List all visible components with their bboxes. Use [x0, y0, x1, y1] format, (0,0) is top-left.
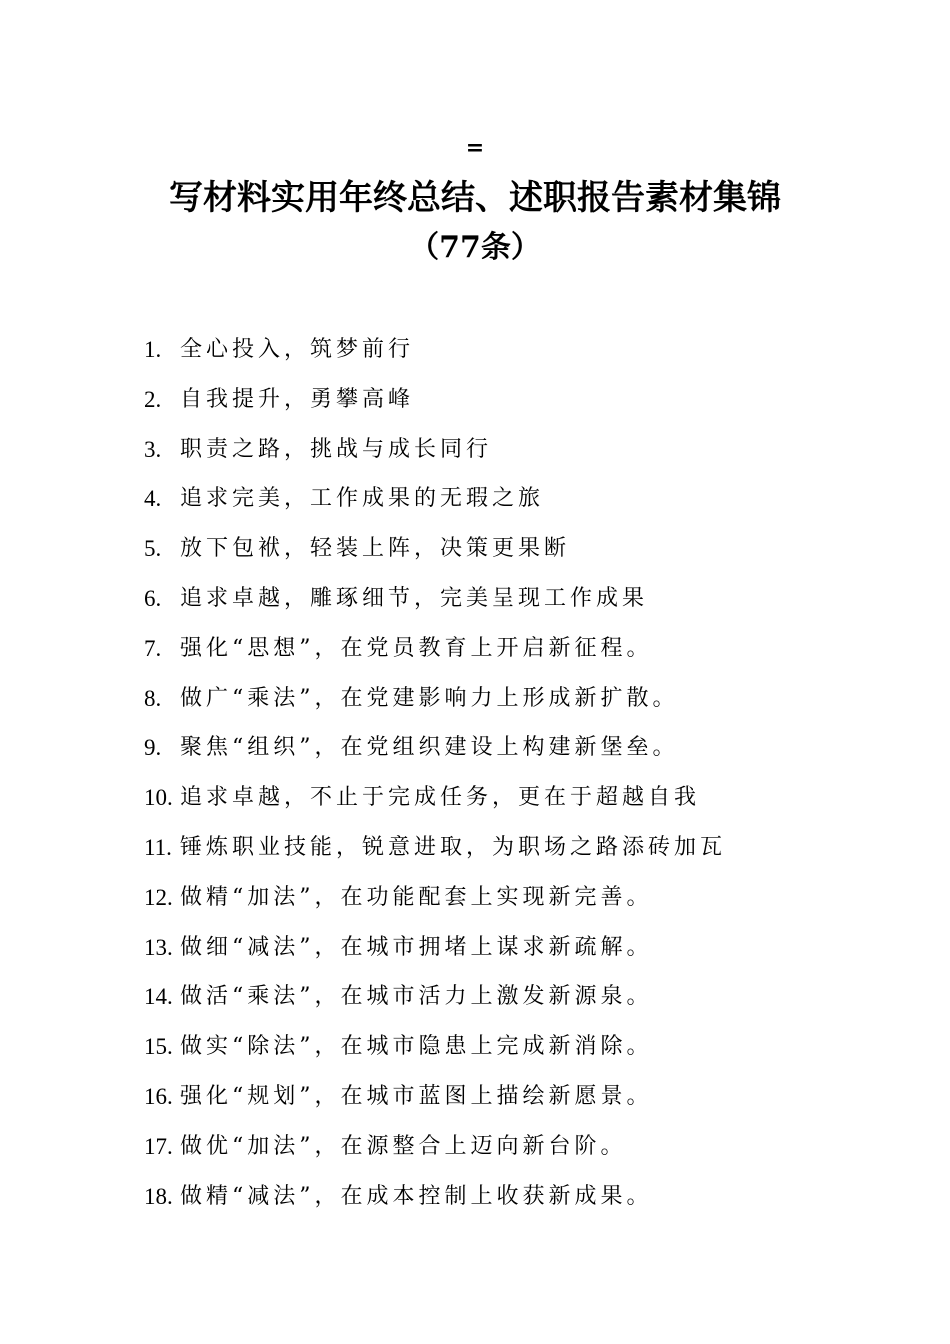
item-number: 6. — [144, 585, 162, 611]
item-text: 追求卓越，雕琢细节，完美呈现工作成果 — [180, 585, 649, 611]
list-item — [144, 929, 844, 979]
list-item — [144, 580, 844, 630]
item-number: 7. — [144, 635, 162, 661]
list-item — [144, 1178, 844, 1228]
item-number: 2. — [144, 386, 162, 412]
item-text: 做广“乘法”，在党建影响力上形成新扩散。 — [180, 685, 679, 711]
list-item — [144, 879, 844, 929]
document-title: 写材料实用年终总结、述职报告素材集锦 — [169, 178, 781, 218]
list-item — [144, 480, 844, 530]
item-text: 自我提升，勇攀高峰 — [180, 386, 415, 412]
list-item — [144, 381, 844, 431]
item-number: 9. — [144, 735, 162, 761]
item-text: 锤炼职业技能，锐意进取，为职场之路添砖加瓦 — [180, 834, 727, 860]
item-number: 16. — [144, 1083, 173, 1109]
item-text: 追求完美，工作成果的无瑕之旅 — [180, 486, 545, 512]
list-item — [144, 331, 844, 381]
item-number: 4. — [144, 486, 162, 512]
list-item — [144, 680, 844, 730]
item-text: 做细“减法”，在城市拥堵上谋求新疏解。 — [180, 934, 653, 960]
list-item — [144, 829, 844, 879]
item-text: 放下包袱，轻装上阵，决策更果断 — [180, 536, 571, 562]
item-text: 追求卓越，不止于完成任务，更在于超越自我 — [180, 785, 701, 811]
item-number: 5. — [144, 536, 162, 562]
item-text: 全心投入，筑梦前行 — [180, 337, 415, 362]
item-text: 职责之路，挑战与成长同行 — [180, 436, 493, 462]
document-subtitle: （77条） — [409, 230, 541, 265]
item-number: 13. — [144, 934, 173, 960]
item-number: 15. — [144, 1034, 173, 1060]
list-item — [144, 630, 844, 680]
item-number: 12. — [144, 884, 173, 910]
item-number: 14. — [144, 984, 173, 1010]
item-text: 强化“规划”，在城市蓝图上描绘新愿景。 — [180, 1083, 653, 1109]
header-mark: = — [465, 135, 485, 161]
item-text: 强化“思想”，在党员教育上开启新征程。 — [180, 635, 653, 661]
item-number: 18. — [144, 1183, 173, 1209]
item-number: 3. — [144, 436, 162, 462]
list-item — [144, 530, 844, 580]
item-number: 11. — [144, 834, 172, 860]
item-number: 17. — [144, 1133, 173, 1159]
item-text: 做精“加法”，在功能配套上实现新完善。 — [180, 884, 653, 910]
list-item — [144, 1128, 844, 1178]
item-text: 聚焦“组织”，在党组织建设上构建新堡垒。 — [180, 735, 679, 761]
item-number: 10. — [144, 785, 173, 811]
item-text: 做精“减法”，在成本控制上收获新成果。 — [180, 1183, 653, 1209]
list-item — [144, 1078, 844, 1128]
item-number: 1. — [144, 337, 162, 362]
item-text: 做优“加法”，在源整合上迈向新台阶。 — [180, 1133, 627, 1159]
list-item — [144, 431, 844, 481]
item-text: 做活“乘法”，在城市活力上激发新源泉。 — [180, 984, 653, 1010]
list-item — [144, 779, 844, 829]
item-text: 做实“除法”，在城市隐患上完成新消除。 — [180, 1034, 653, 1060]
phrase-list — [144, 331, 844, 1227]
item-number: 8. — [144, 685, 162, 711]
list-item — [144, 729, 844, 779]
list-item — [144, 978, 844, 1028]
list-item — [144, 1028, 844, 1078]
